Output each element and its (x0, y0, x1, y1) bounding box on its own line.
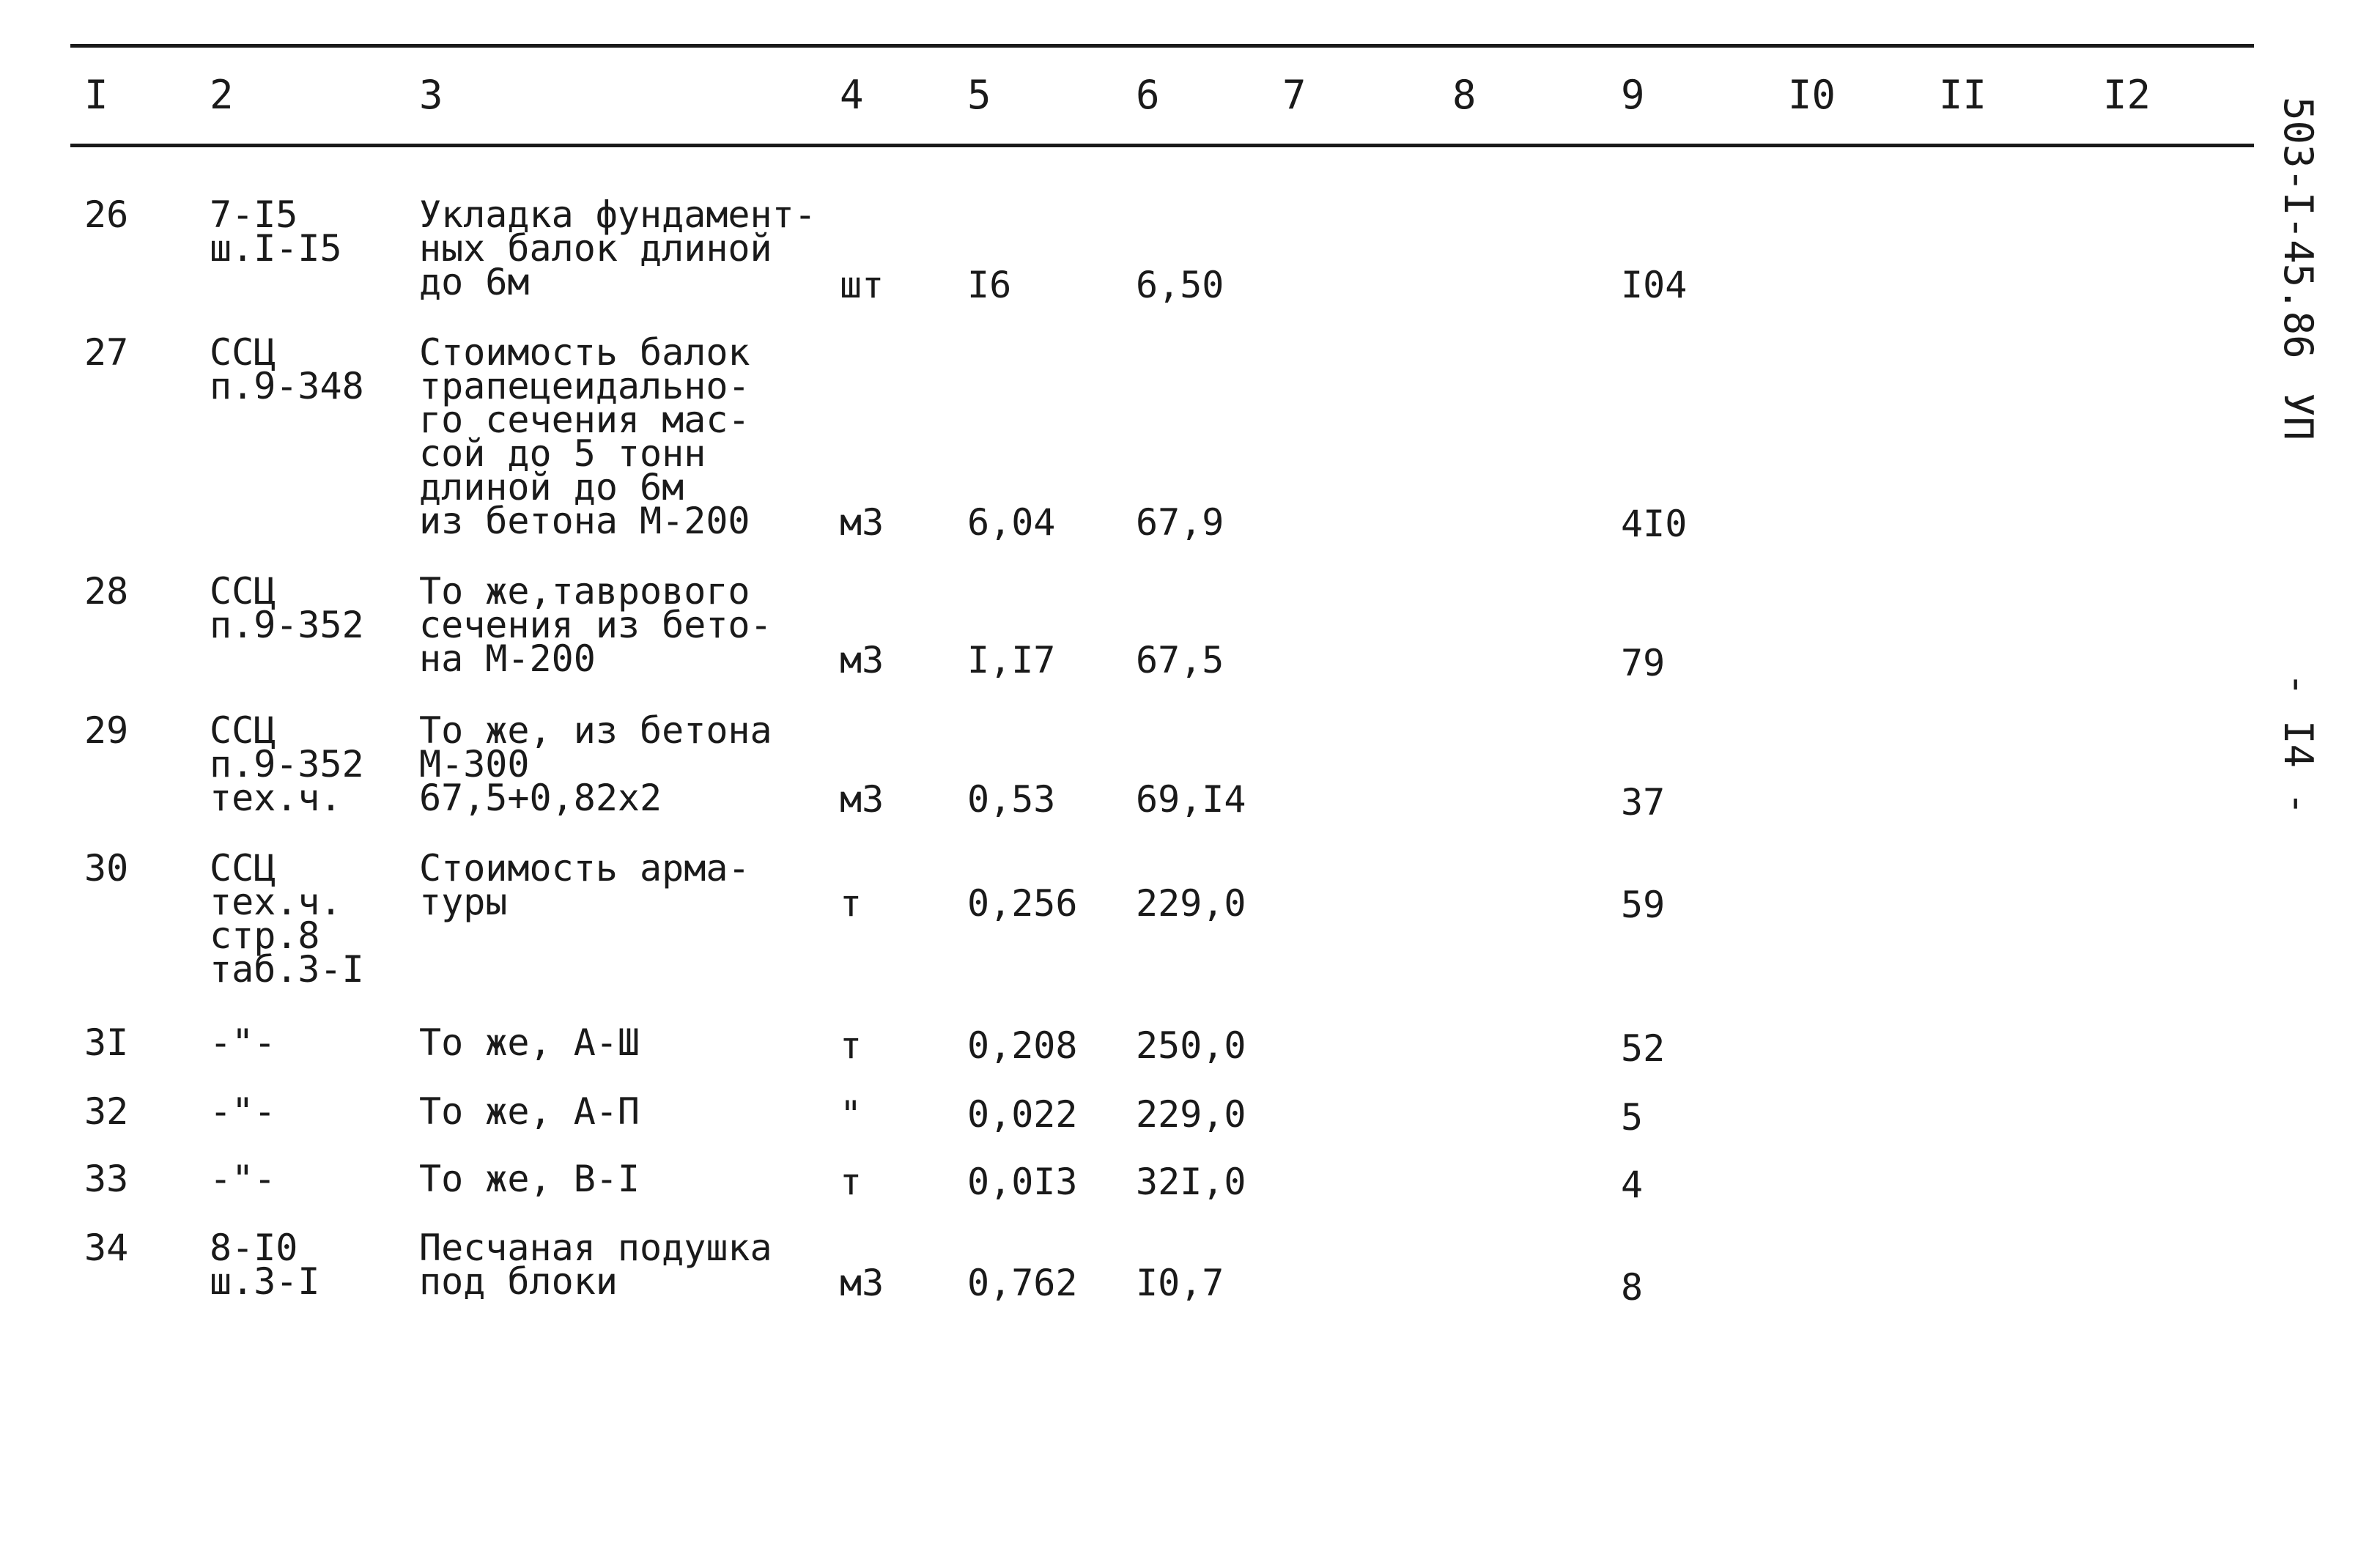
row-number: 33 (84, 1158, 129, 1200)
row-unit: т (840, 1161, 862, 1203)
col-header-2: 2 (210, 72, 234, 118)
row-number: 27 (84, 331, 129, 374)
row-unit-price: I0,7 (1136, 1262, 1224, 1304)
row-quantity: 0,53 (967, 778, 1056, 821)
row-total: 8 (1621, 1266, 1644, 1309)
row-description: Стоимость арма- туры (419, 847, 750, 923)
row-number: 28 (84, 570, 129, 613)
row-number: 3I (84, 1021, 129, 1064)
row-unit: шт (840, 264, 884, 306)
row-unit: м3 (840, 1262, 884, 1304)
row-unit: т (840, 1024, 862, 1067)
row-reference: -"- (210, 1090, 276, 1133)
table-top-rule (70, 44, 2254, 48)
row-description: То же, из бетона М-300 67,5+0,82х2 (419, 709, 772, 819)
row-unit-price: 229,0 (1136, 882, 1246, 925)
col-header-8: 8 (1452, 72, 1477, 118)
row-unit: м3 (840, 639, 884, 681)
row-description: Укладка фундамент- ных балок длиной до 6м (419, 193, 816, 303)
row-total: 79 (1621, 642, 1666, 684)
row-reference: ССЦ п.9-352 (210, 570, 364, 646)
row-quantity: 0,022 (967, 1093, 1078, 1136)
col-header-11: II (1939, 72, 1987, 118)
row-description: То же, В-I (419, 1158, 640, 1200)
row-quantity: 6,04 (967, 501, 1056, 544)
row-reference: ССЦ тех.ч. стр.8 таб.3-I (210, 847, 364, 991)
row-quantity: 0,762 (967, 1262, 1078, 1304)
row-total: 4 (1621, 1164, 1644, 1206)
row-total: 37 (1621, 781, 1666, 824)
row-unit: т (840, 882, 862, 925)
row-unit: м3 (840, 778, 884, 821)
row-number: 30 (84, 847, 129, 890)
col-header-7: 7 (1282, 72, 1307, 118)
row-reference: 8-I0 ш.3-I (210, 1227, 320, 1303)
col-header-5: 5 (967, 72, 991, 118)
row-unit-price: 67,5 (1136, 639, 1224, 681)
row-description: То же, А-Ш (419, 1021, 640, 1064)
row-reference: -"- (210, 1158, 276, 1200)
row-description: Песчаная подушка под блоки (419, 1227, 772, 1303)
row-number: 32 (84, 1090, 129, 1133)
row-description: Стоимость балок трапецеидально- го сечения мас- сой до 5 тонн длиной до 6м из бетона М-200 (419, 331, 750, 542)
col-header-10: I0 (1788, 72, 1836, 118)
row-unit-price: 250,0 (1136, 1024, 1246, 1067)
row-reference: 7-I5 ш.I-I5 (210, 193, 342, 270)
row-description: То же, А-П (419, 1090, 640, 1133)
row-quantity: 0,208 (967, 1024, 1078, 1067)
row-number: 29 (84, 709, 129, 752)
col-header-12: I2 (2103, 72, 2151, 118)
col-header-1: I (84, 72, 108, 118)
row-reference: ССЦ п.9-352 тех.ч. (210, 709, 364, 819)
row-number: 34 (84, 1227, 129, 1269)
row-reference: ССЦ п.9-348 (210, 331, 364, 407)
document-code: 503-I-45.86 (2275, 97, 2321, 359)
row-unit: " (840, 1093, 862, 1136)
col-header-6: 6 (1136, 72, 1160, 118)
row-total: I04 (1621, 264, 1688, 306)
col-header-9: 9 (1621, 72, 1645, 118)
row-total: 4I0 (1621, 503, 1688, 545)
row-quantity: 0,0I3 (967, 1161, 1078, 1203)
row-unit-price: 32I,0 (1136, 1161, 1246, 1203)
row-total: 52 (1621, 1027, 1666, 1070)
row-reference: -"- (210, 1021, 276, 1064)
row-unit-price: 69,I4 (1136, 778, 1246, 821)
row-total: 5 (1621, 1096, 1644, 1139)
table-header-rule (70, 144, 2254, 147)
row-unit-price: 229,0 (1136, 1093, 1246, 1136)
row-unit: м3 (840, 501, 884, 544)
row-unit-price: 67,9 (1136, 501, 1224, 544)
row-quantity: I6 (967, 264, 1012, 306)
col-header-4: 4 (840, 72, 864, 118)
row-number: 26 (84, 193, 129, 236)
col-header-3: 3 (419, 72, 443, 118)
row-unit-price: 6,50 (1136, 264, 1224, 306)
document-tag: УП (2275, 393, 2321, 441)
page-number: - I4 - (2275, 673, 2321, 816)
row-quantity: 0,256 (967, 882, 1078, 925)
row-total: 59 (1621, 884, 1666, 926)
row-quantity: I,I7 (967, 639, 1056, 681)
row-description: То же,таврового сечения из бето- на М-200 (419, 570, 772, 680)
